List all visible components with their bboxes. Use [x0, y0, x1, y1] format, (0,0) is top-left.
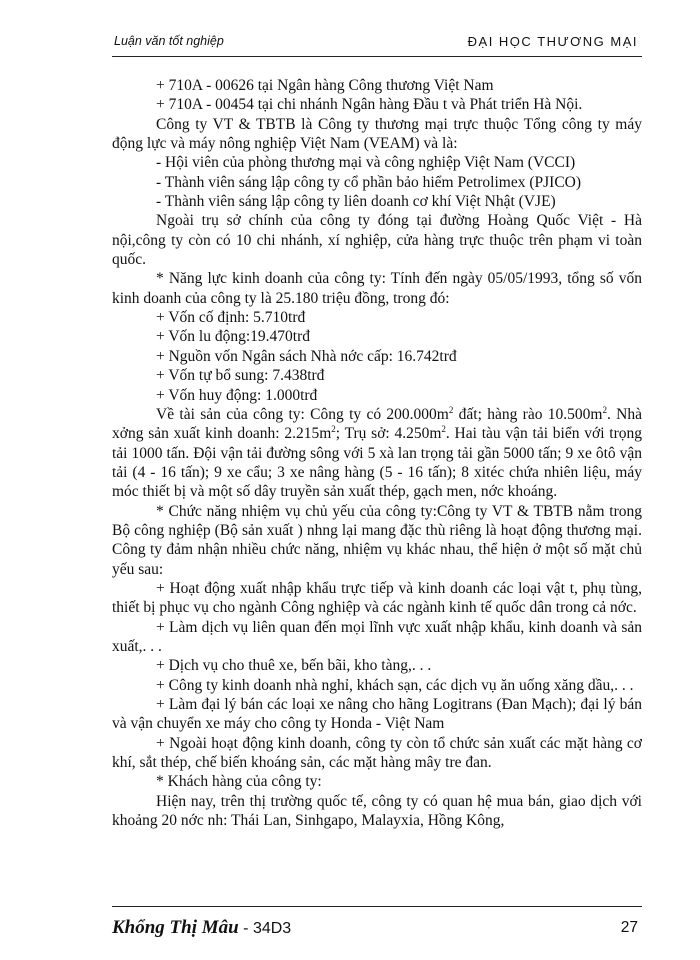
- account-line-1: + 710A - 00626 tại Ngân hàng Công thương Việt Nam: [156, 77, 494, 94]
- capital-item: + Nguồn vốn Ngân sách Nhà nớc cấp: 16.742trđ: [156, 347, 457, 365]
- function-item: + Ngoài hoạt động kinh doanh, công ty còn tổ chức sản xuất các mặt hàng cơ khí, sắt thép, chế biến khoáng sản, các mặt hàng mây tre đan.: [112, 734, 642, 772]
- capital-item: + Vốn cố định: 5.710trđ: [156, 309, 306, 327]
- functions-paragraph: * Chức năng nhiệm vụ chủ yếu của công ty:Công ty VT & TBTB nằm trong Bộ công nghiệp (Bộ sản xuất ) nhng lại mang đặc thù riêng là hoạt động thương mại. Công ty đảm nhận nhiều chức năng, nhiệm vụ khác nhau, thể hiện ở một số mặt chủ yếu sau:: [112, 502, 642, 578]
- headquarters-paragraph: Ngoài trụ sở chính của công ty đóng tại đường Hoàng Quốc Việt - Hà nội,công ty còn có 10 chi nhánh, xí nghiệp, cửa hàng trực thuộc trên phạm vi toàn quốc.: [112, 212, 642, 269]
- account-line-2: + 710A - 00454 tại chi nhánh Ngân hàng Đầu t và Phát triển Hà Nội.: [156, 96, 583, 114]
- capital-item: + Vốn lu động:19.470trđ: [156, 328, 310, 346]
- function-item: + Làm đại lý bán các loại xe nâng cho hãng Logitrans (Đan Mạch); đại lý bán và vận chuyển xe máy cho công ty Honda - Việt Nam: [112, 696, 642, 733]
- header-thesis-label: Luận văn tốt nghiệp: [114, 34, 224, 48]
- capital-item: + Vốn tự bổ sung: 7.438trđ: [156, 367, 325, 385]
- header-university: ĐẠI HỌC THƯƠNG MẠI: [467, 34, 638, 49]
- function-item: + Làm dịch vụ liên quan đến mọi lĩnh vực xuất nhập khẩu, kinh doanh và sản xuất,. . .: [112, 618, 642, 655]
- function-item: + Dịch vụ cho thuê xe, bến bãi, kho tàng,. . .: [156, 657, 432, 675]
- running-footer: [112, 906, 642, 947]
- author-name: Khổng Thị Mâu - 34D3: [112, 917, 292, 938]
- customers-paragraph: Hiện nay, trên thị trường quốc tế, công ty có quan hệ mua bán, giao dịch với khoảng 20 nớc nh: Thái Lan, Sinhgapo, Malayxia, Hồng Kông,: [112, 792, 642, 830]
- membership-item: - Hội viên của phòng thương mại và công nghiệp Việt Nam (VCCI): [156, 154, 576, 172]
- function-item: + Công ty kinh doanh nhà nghỉ, khách sạn, các dịch vụ ăn uống xăng dầu,. . .: [156, 676, 634, 694]
- page-number: 27: [620, 919, 638, 936]
- capacity-paragraph: * Năng lực kinh doanh của công ty: Tính đến ngày 05/05/1993, tổng số vốn kinh doanh của công ty là 25.180 triệu đồng, trong đó:: [112, 270, 642, 307]
- capital-item: + Vốn huy động: 1.000trđ: [156, 386, 318, 404]
- membership-item: - Thành viên sáng lập công ty cổ phần bảo hiểm Petrolimex (PJICO): [156, 173, 582, 191]
- running-header: [112, 34, 642, 57]
- function-item: + Hoạt động xuất nhập khẩu trực tiếp và kinh doanh các loại vật t, phụ tùng, thiết bị phục vụ cho ngành Công nghiệp và các ngành kinh tế quốc dân trong cả nớc.: [112, 579, 642, 617]
- membership-item: - Thành viên sáng lập công ty liên doanh cơ khí Việt Nhật (VJE): [156, 193, 556, 211]
- assets-paragraph: Về tài sản của công ty: Công ty có $200.000m^2$ đất; hàng rào $10.500m^2$. Nhà xởng sản xuất kinh doanh: $2.215m^2$; Trụ sở: $4.250m^2$. Hai tàu vận tải biển với trọng tải 1000 tấn. Đội vận tải đường sông với 5 xà lan trọng tải gần 5000 tấn; 9 xe ôtô vận tải (4 - 16 tấn); 9 xe cẩu; 3 xe nâng hàng (5 - 16 tấn); 8 xitéc chứa nhiên liệu, máy móc thiết bị và một số dây truyền sản xuất thép, gạch men, nớc khoáng.: [112, 404, 642, 501]
- company-intro: Công ty VT & TBTB là Công ty thương mại trực thuộc Tổng công ty máy động lực và máy nông nghiệp Việt Nam (VEAM) và là:: [112, 115, 642, 153]
- customers-heading: * Khách hàng của công ty:: [156, 773, 322, 791]
- author-class: - 34D3: [238, 920, 292, 937]
- page-body: [112, 76, 642, 830]
